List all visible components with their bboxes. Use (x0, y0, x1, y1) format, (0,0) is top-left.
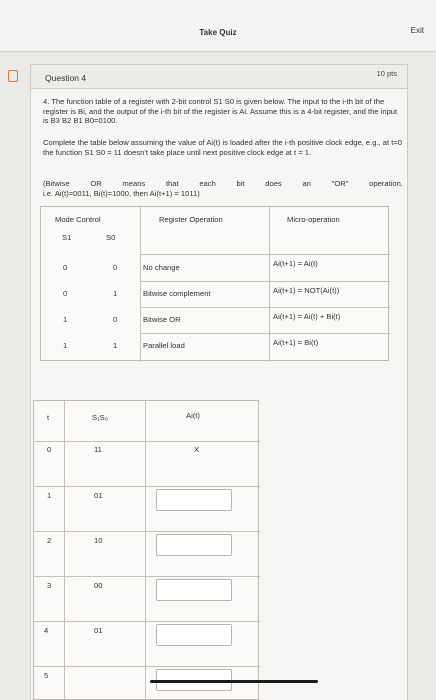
s1s0-value: 00 (94, 581, 103, 590)
s1-header: S1 (62, 233, 72, 242)
micro-operation-header: Micro-operation (287, 215, 340, 224)
ai-answer-input[interactable] (156, 579, 232, 601)
function-row-operation: Bitwise complement (143, 289, 211, 298)
note-word: operation. (369, 179, 403, 188)
note-word: each (199, 179, 216, 188)
page-title: Take Quiz (199, 28, 237, 37)
question-card (30, 64, 408, 700)
s1s0-header: S₁S₀ (92, 413, 108, 422)
note-word: that (165, 179, 179, 188)
s1s0-value: 10 (94, 536, 103, 545)
flag-icon[interactable] (8, 70, 18, 82)
s1s0-value: 11 (94, 445, 102, 454)
function-row-s0: 0 (113, 315, 118, 324)
ai-answer-input[interactable] (156, 534, 232, 556)
function-row-operation: Parallel load (143, 341, 185, 350)
function-row-s1: 1 (63, 315, 68, 324)
ai-header: Ai(t) (186, 411, 200, 420)
function-row-micro: Ai(t+1) = NOT(Ai(t)) (273, 286, 340, 295)
t-value: 0 (47, 445, 52, 454)
mode-control-header: Mode Control (55, 215, 101, 224)
function-table (40, 206, 389, 361)
function-row-micro: Ai(t+1) = Ai(t) (273, 259, 318, 268)
function-row-s0: 0 (113, 263, 118, 272)
s1s0-value: 01 (94, 626, 103, 635)
function-row-operation: No change (143, 263, 180, 272)
note-word: (Bitwise (43, 179, 70, 188)
note-word: "OR" (331, 179, 349, 188)
question-points: 10 pts (376, 69, 397, 78)
s0-header: S0 (106, 233, 116, 242)
t-value: 3 (47, 581, 52, 590)
t-header: t (47, 413, 50, 422)
exit-button[interactable]: Exit (410, 26, 424, 35)
t-value: 1 (47, 491, 52, 500)
function-row-s0: 1 (113, 289, 118, 298)
t-value: 2 (47, 536, 52, 545)
function-row-s1: 0 (63, 289, 68, 298)
bitwise-or-note (43, 179, 403, 189)
note-word: means (122, 179, 146, 188)
ai-value: X (194, 445, 200, 454)
question-header (31, 65, 407, 89)
ai-answer-input[interactable] (156, 624, 232, 646)
note-word: bit (236, 179, 245, 188)
question-title: Question 4 (45, 73, 87, 83)
note-word: an (302, 179, 311, 188)
question-paragraph-3 (43, 179, 403, 198)
bitwise-or-example: i.e. Ai(t)=0011, Bi(t)=1000, then Ai(t+1) = 1011) (43, 188, 200, 198)
question-paragraph-2: Complete the table below assuming the value of Ai(t) is loaded after the i-th positive clock edge, e.g., at t=0 the function S1 S0 = 11 doesn't take place until next positive clock edge at t = 1. (43, 138, 403, 157)
function-row-operation: Bitwise OR (143, 315, 181, 324)
function-row-s1: 1 (63, 341, 68, 350)
t-value: 4 (44, 626, 49, 635)
function-row-micro: Ai(t+1) = Ai(t) + Bi(t) (273, 312, 341, 321)
top-bar (0, 0, 436, 52)
scroll-indicator[interactable] (150, 680, 318, 683)
t-value: 5 (44, 671, 49, 680)
note-word: does (265, 179, 282, 188)
function-row-s1: 0 (63, 263, 68, 272)
ai-answer-input[interactable] (156, 489, 232, 511)
s1s0-value: 01 (94, 491, 103, 500)
note-word: OR (90, 179, 102, 188)
question-paragraph-1: 4. The function table of a register with 2-bit control S1 S0 is given below. The input to the i-th bit of the register is Bi, and the output of the i-th bit of the register is Ai. Assume this is a 4-bit register, and the input is B3 B2 B1 B0=0100. (43, 97, 398, 125)
function-row-micro: Ai(t+1) = Bi(t) (273, 338, 319, 347)
register-operation-header: Register Operation (159, 215, 223, 224)
function-row-s0: 1 (113, 341, 118, 350)
answer-table (33, 400, 259, 700)
